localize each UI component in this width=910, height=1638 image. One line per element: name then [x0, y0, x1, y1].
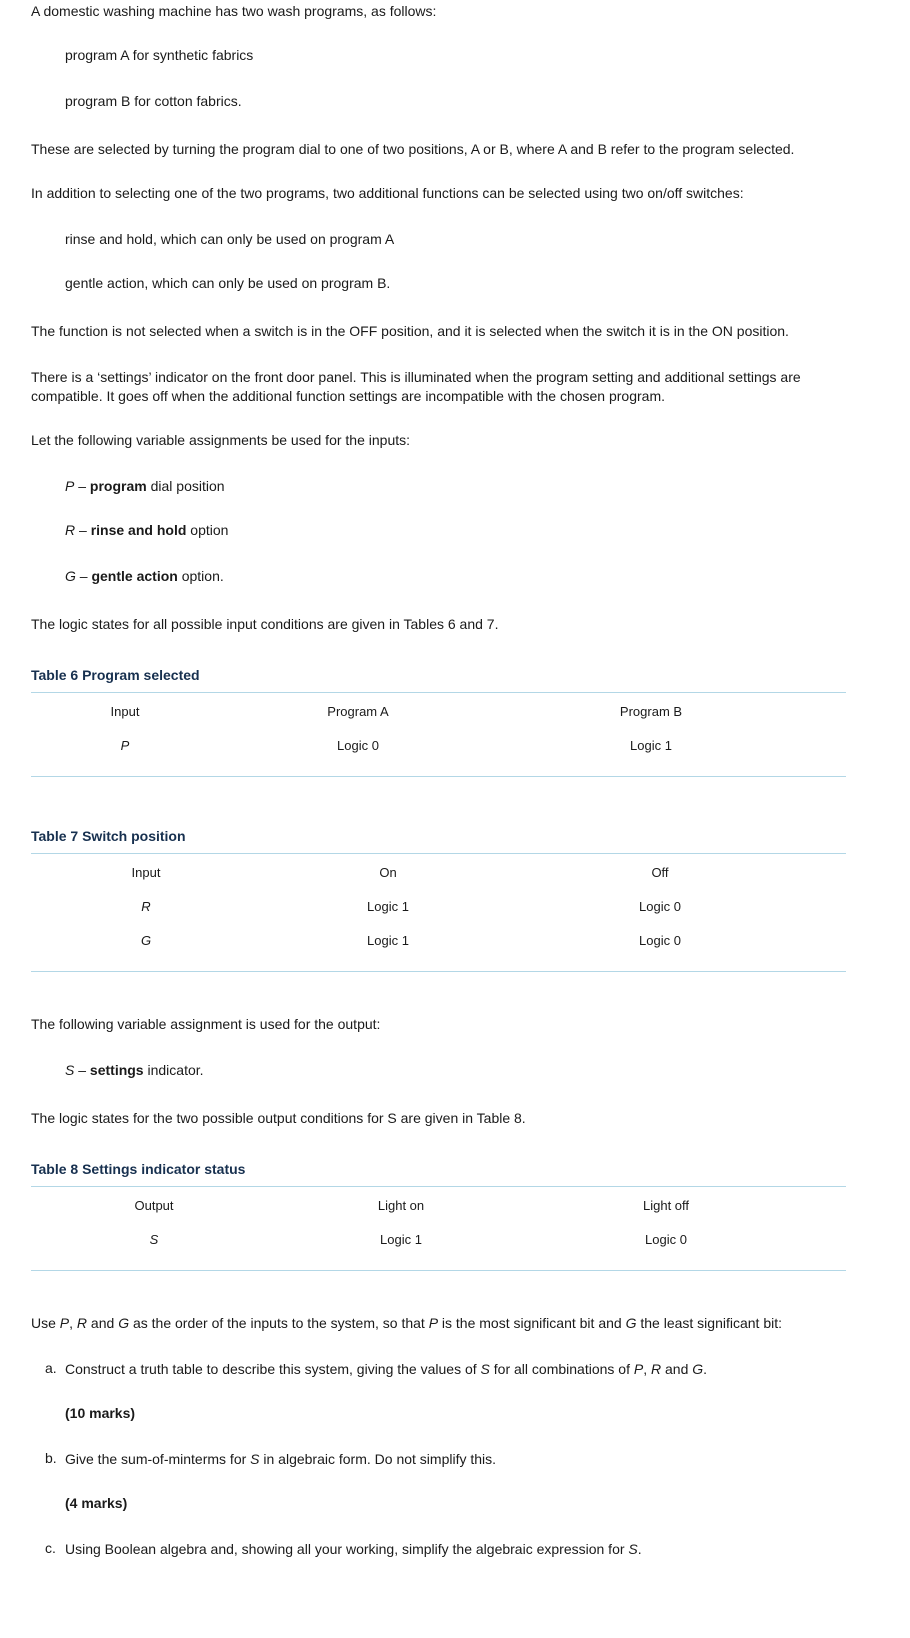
table7-header-input: Input — [131, 865, 161, 880]
table7-header-off: Off — [651, 865, 669, 880]
table6-header-input: Input — [110, 704, 140, 719]
var-g: G — [118, 1315, 130, 1331]
text-run: . — [637, 1541, 642, 1557]
text-run: , — [69, 1315, 77, 1331]
var-p: P — [65, 478, 75, 494]
table7-header-on: On — [379, 865, 397, 880]
rinse-hold-item: rinse and hold, which can only be used on program A — [65, 231, 395, 247]
text-run: in algebraic form. Do not simplify this. — [259, 1451, 497, 1467]
question-a-marks: (10 marks) — [65, 1405, 136, 1421]
table8-top-rule — [31, 1186, 846, 1187]
table7-cell-g: G — [140, 933, 152, 948]
var-r: R — [650, 1361, 662, 1377]
output-s-item — [65, 1061, 204, 1080]
table6-cell-p: P — [120, 738, 130, 753]
table7-caption: Table 7 Switch position — [31, 828, 186, 844]
text-run: is the most significant bit and — [438, 1315, 626, 1331]
text-run: . — [703, 1361, 708, 1377]
table8-caption: Table 8 Settings indicator status — [31, 1161, 246, 1177]
text-run: Using Boolean algebra and, showing all your working, simplify the algebraic expression for — [65, 1541, 629, 1557]
text-run: and — [87, 1315, 119, 1331]
output-intro: The following variable assignment is used for the output: — [31, 1016, 381, 1032]
question-c-letter: c. — [45, 1540, 56, 1556]
question-a-letter: a. — [45, 1360, 57, 1376]
table8-cell-s: S — [149, 1232, 159, 1247]
term-rest: indicator. — [143, 1062, 204, 1078]
var-g: G — [65, 568, 76, 584]
input-g-item — [65, 567, 224, 586]
text-run: as the order of the inputs to the system, so that — [129, 1315, 429, 1331]
question-b-marks: (4 marks) — [65, 1495, 128, 1511]
term-settings: settings — [89, 1062, 144, 1078]
table7-cell-r-off: Logic 0 — [639, 899, 681, 914]
gentle-action-item: gentle action, which can only be used on program B. — [65, 275, 391, 291]
var-r: R — [76, 1315, 88, 1331]
var-p: P — [59, 1315, 70, 1331]
question-b-letter: b. — [45, 1450, 57, 1466]
table6-cell-p-a: Logic 0 — [337, 738, 379, 753]
text-run: for all combinations of — [489, 1361, 634, 1377]
table7-top-rule — [31, 853, 846, 854]
table8-cell-s-on: Logic 1 — [380, 1232, 422, 1247]
input-r-item — [65, 521, 228, 540]
program-b-item: program B for cotton fabrics. — [65, 93, 242, 109]
table6-bottom-rule — [31, 776, 846, 777]
question-a-text — [65, 1360, 707, 1379]
table7-cell-g-on: Logic 1 — [367, 933, 409, 948]
var-p: P — [633, 1361, 644, 1377]
table6-caption: Table 6 Program selected — [31, 667, 200, 683]
switch-text: The function is not selected when a switch is in the OFF position, and it is selected when the switch it is in the ON position. — [31, 323, 789, 339]
table8-header-output: Output — [134, 1198, 174, 1213]
output-logic-text: The logic states for the two possible output conditions for S are given in Table 8. — [31, 1110, 526, 1126]
table6-header-program-b: Program B — [619, 704, 683, 719]
dash: – — [74, 478, 90, 494]
var-p: P — [428, 1315, 439, 1331]
term-program: program — [89, 478, 147, 494]
dial-text: These are selected by turning the program dial to one of two positions, A or B, where A and B refer to the program selected. — [31, 141, 795, 157]
table8-cell-s-off: Logic 0 — [645, 1232, 687, 1247]
text-run: Use — [31, 1315, 60, 1331]
input-p-item — [65, 477, 225, 496]
term-rest: option — [186, 522, 229, 538]
input-order-text — [31, 1314, 782, 1333]
text-run: Give the sum-of-minterms for — [65, 1451, 251, 1467]
table7-cell-r-on: Logic 1 — [367, 899, 409, 914]
dash: – — [75, 568, 92, 584]
inputs-intro: Let the following variable assignments be used for the inputs: — [31, 432, 411, 448]
question-c-text — [65, 1540, 642, 1559]
table7-cell-g-off: Logic 0 — [639, 933, 681, 948]
addition-text: In addition to selecting one of the two programs, two additional functions can be selected using two on/off switches: — [31, 185, 744, 201]
table7-cell-r: R — [141, 899, 151, 914]
table8-header-light-off: Light off — [642, 1198, 690, 1213]
term-rest: option. — [177, 568, 224, 584]
dash: – — [75, 522, 91, 538]
table6-header-program-a: Program A — [327, 704, 389, 719]
table6-top-rule — [31, 692, 846, 693]
var-s: S — [65, 1062, 75, 1078]
var-r: R — [65, 522, 76, 538]
term-gentle-action: gentle action — [91, 568, 178, 584]
question-b-text — [65, 1450, 496, 1469]
term-rinse-hold: rinse and hold — [90, 522, 187, 538]
intro-text: A domestic washing machine has two wash programs, as follows: — [31, 3, 437, 19]
var-g: G — [692, 1361, 704, 1377]
text-run: the least significant bit: — [636, 1315, 782, 1331]
term-rest: dial position — [146, 478, 225, 494]
text-run: , — [643, 1361, 651, 1377]
indicator-text: There is a ‘settings’ indicator on the front door panel. This is illuminated when the program setting and additional settings are compatible. It goes off when the additional function settings are incompatible with the chosen program. — [31, 369, 801, 404]
table8-header-light-on: Light on — [377, 1198, 425, 1213]
var-s: S — [250, 1451, 260, 1467]
var-s: S — [628, 1541, 638, 1557]
var-g: G — [625, 1315, 637, 1331]
program-a-item: program A for synthetic fabrics — [65, 47, 254, 63]
var-s: S — [480, 1361, 490, 1377]
text-run: and — [661, 1361, 693, 1377]
dash: – — [74, 1062, 90, 1078]
text-run: Construct a truth table to describe this system, giving the values of — [65, 1361, 481, 1377]
logic-intro: The logic states for all possible input conditions are given in Tables 6 and 7. — [31, 616, 499, 632]
table8-bottom-rule — [31, 1270, 846, 1271]
table7-bottom-rule — [31, 971, 846, 972]
table6-cell-p-b: Logic 1 — [630, 738, 672, 753]
